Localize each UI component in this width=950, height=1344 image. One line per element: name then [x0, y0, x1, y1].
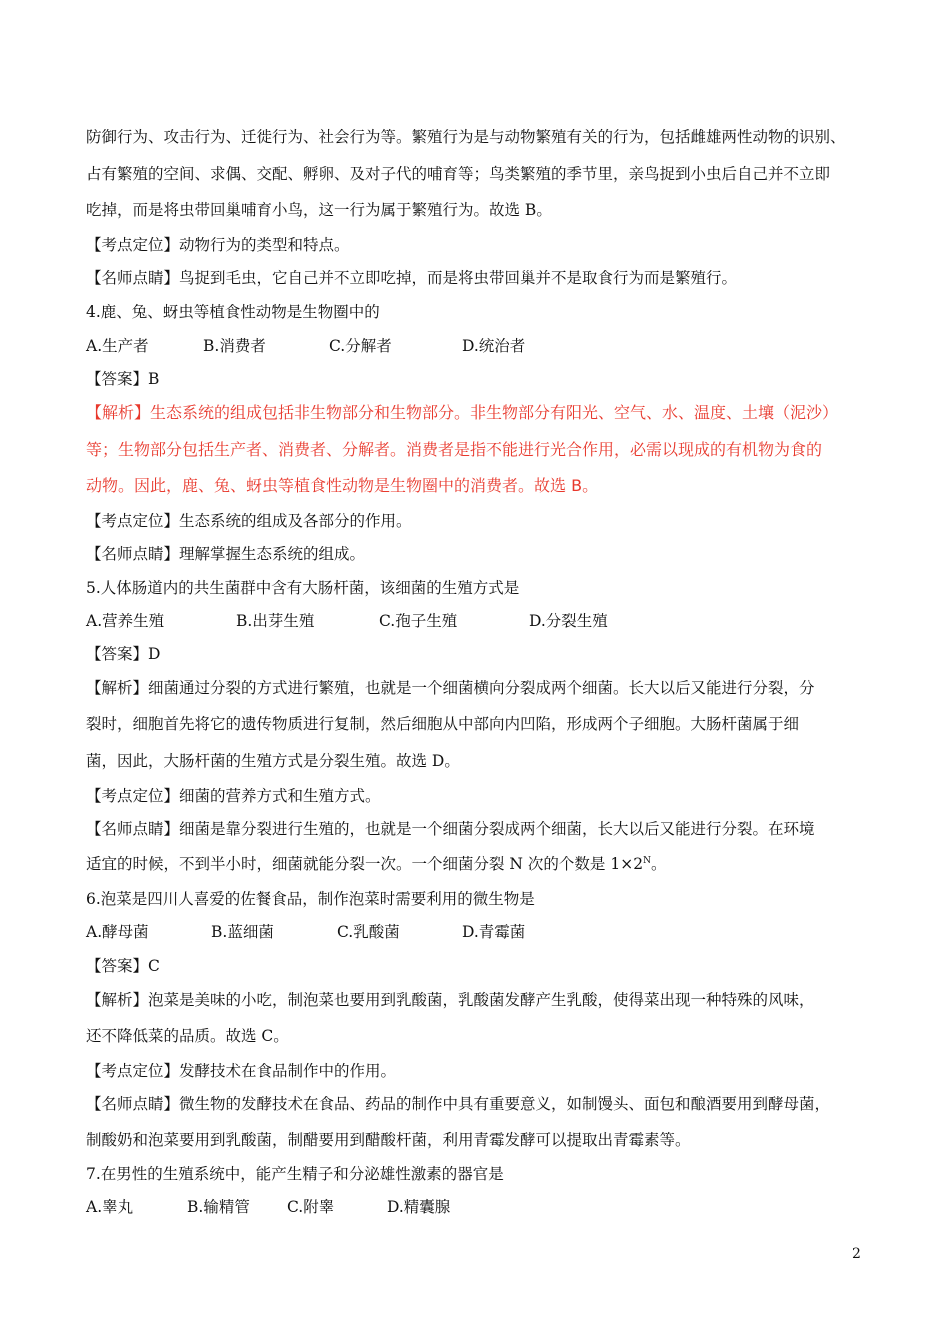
q6-mingshi-line: 制酸奶和泡菜要用到乳酸菌，制醋要用到醋酸杆菌，利用青霉发酵可以提取出青霉素等。: [86, 1131, 691, 1149]
q6-mingshi-line: 【名师点睛】微生物的发酵技术在食品、药品的制作中具有重要意义，如制馒头、面包和酿酒要用到酵母菌，: [86, 1095, 831, 1113]
q5-analysis-line: 【解析】细菌通过分裂的方式进行繁殖，也就是一个细菌横向分裂成两个细菌。长大以后又能进行分裂，分: [86, 679, 815, 697]
q6-option-b: B.蓝细菌: [211, 923, 274, 941]
question-7-stem: 7.在男性的生殖系统中，能产生精子和分泌雄性激素的器官是: [86, 1165, 504, 1183]
q6-option-c: C.乳酸菌: [337, 923, 400, 941]
q4-kaodian: 【考点定位】生态系统的组成及各部分的作用。: [86, 512, 412, 530]
q4-option-d: D.统治者: [462, 337, 526, 355]
question-6-stem: 6.泡菜是四川人喜爱的佐餐食品，制作泡菜时需要利用的微生物是: [86, 890, 535, 908]
q4-analysis-line: 【解析】生态系统的组成包括非生物部分和生物部分。非生物部分有阳光、空气、水、温度、土壤（泥沙）: [86, 403, 839, 422]
q4-mingshi: 【名师点睛】理解掌握生态系统的组成。: [86, 545, 366, 563]
exponent: N: [643, 855, 651, 866]
question-5-stem: 5.人体肠道内的共生菌群中含有大肠杆菌，该细菌的生殖方式是: [86, 579, 520, 597]
q6-analysis-line: 还不降低菜的品质。故选 C。: [86, 1027, 289, 1045]
q4-option-b: B.消费者: [203, 337, 266, 355]
q7-option-c: C.附睾: [287, 1198, 335, 1216]
q5-analysis-line: 菌，因此，大肠杆菌的生殖方式是分裂生殖。故选 D。: [86, 752, 460, 770]
question-4-stem: 4.鹿、兔、蚜虫等植食性动物是生物圈中的: [86, 303, 380, 321]
q6-option-a: A.酵母菌: [86, 923, 149, 941]
q5-analysis-line: 裂时，细胞首先将它的遗传物质进行复制，然后细胞从中部向内凹陷，形成两个子细胞。大肠杆菌属于细: [86, 715, 800, 733]
q5-option-c: C.孢子生殖: [379, 612, 458, 630]
q4-option-a: A.生产者: [86, 337, 149, 355]
q4-analysis-line: 动物。因此，鹿、兔、蚜虫等植食性动物是生物圈中的消费者。故选 B。: [86, 476, 599, 495]
mingshi-line: 【名师点睛】鸟捉到毛虫，它自己并不立即吃掉，而是将虫带回巢并不是取食行为而是繁殖行。: [86, 269, 738, 287]
page-number: 2: [852, 1246, 861, 1262]
q5-mingshi-line: [86, 854, 666, 874]
q5-option-d: D.分裂生殖: [529, 612, 608, 630]
q5-option-a: A.营养生殖: [86, 612, 165, 630]
kaodian-line: 【考点定位】动物行为的类型和特点。: [86, 236, 350, 254]
q6-answer: 【答案】C: [86, 957, 160, 975]
q5-kaodian: 【考点定位】细菌的营养方式和生殖方式。: [86, 787, 381, 805]
q4-analysis-line: 等；生物部分包括生产者、消费者、分解者。消费者是指不能进行光合作用，必需以现成的有机物为食的: [86, 440, 823, 459]
paragraph-line: 防御行为、攻击行为、迁徙行为、社会行为等。繁殖行为是与动物繁殖有关的行为，包括雌雄两性动物的识别、: [86, 128, 846, 146]
q5-mingshi-end: 。: [650, 855, 667, 873]
q5-answer: 【答案】D: [86, 645, 161, 663]
q5-mingshi-text: 适宜的时候，不到半小时，细菌就能分裂一次。一个细菌分裂 N 次的个数是 1×2: [86, 855, 644, 873]
q5-option-b: B.出芽生殖: [236, 612, 315, 630]
q6-option-d: D.青霉菌: [462, 923, 526, 941]
q4-option-c: C.分解者: [329, 337, 392, 355]
q4-answer: 【答案】B: [86, 370, 160, 388]
q5-mingshi-line: 【名师点睛】细菌是靠分裂进行生殖的，也就是一个细菌分裂成两个细菌，长大以后又能进行分裂。在环境: [86, 820, 815, 838]
q7-option-b: B.输精管: [187, 1198, 250, 1216]
q7-option-d: D.精囊腺: [387, 1198, 451, 1216]
q6-analysis-line: 【解析】泡菜是美味的小吃，制泡菜也要用到乳酸菌，乳酸菌发酵产生乳酸，使得菜出现一种特殊的风味，: [86, 991, 815, 1009]
paragraph-line: 吃掉，而是将虫带回巢哺育小鸟，这一行为属于繁殖行为。故选 B。: [86, 201, 552, 219]
q6-kaodian: 【考点定位】发酵技术在食品制作中的作用。: [86, 1062, 397, 1080]
paragraph-line: 占有繁殖的空间、求偶、交配、孵卵、及对子代的哺育等；鸟类繁殖的季节里，亲鸟捉到小虫后自己并不立即: [86, 165, 831, 183]
q7-option-a: A.睾丸: [86, 1198, 134, 1216]
